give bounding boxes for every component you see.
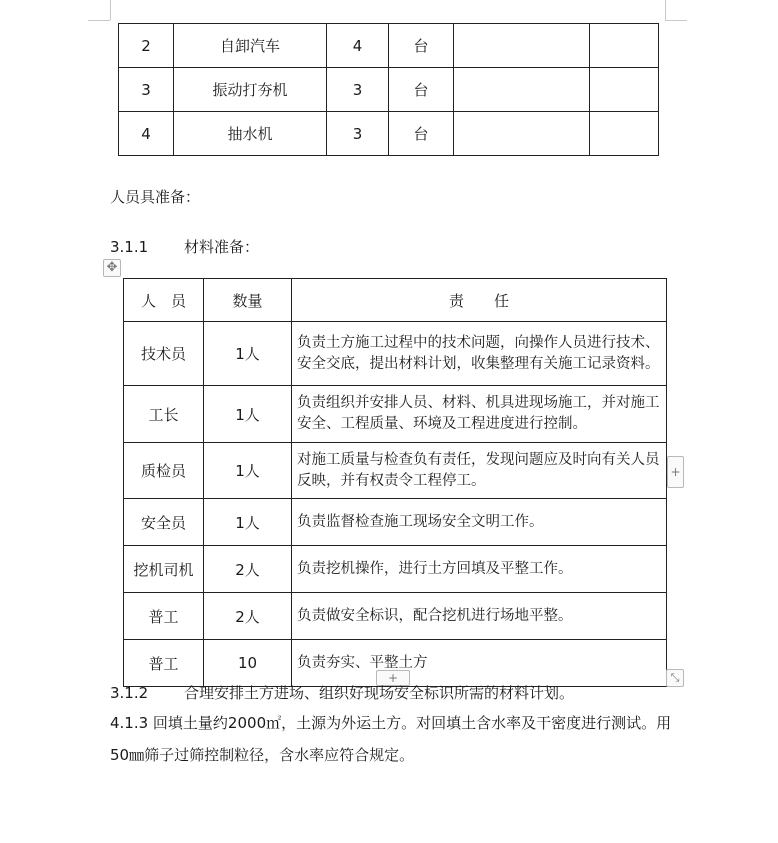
header-duty: 责 任 — [292, 279, 667, 322]
header-count: 数量 — [204, 279, 292, 322]
heading-materials — [110, 236, 259, 257]
staff-duty: 负责土方施工过程中的技术问题，向操作人员进行技术、安全交底，提出材料计划，收集整理有关施工记录资料。 — [292, 322, 667, 386]
staff-count: 1人 — [204, 386, 292, 443]
staff-count: 10 — [204, 640, 292, 687]
table-row — [124, 443, 667, 499]
staff-role: 挖机司机 — [124, 546, 204, 593]
paragraph-text: 合理安排土方进场、组织好现场安全标识所需的材料计划。 — [184, 684, 575, 702]
equip-cell-empty — [590, 68, 659, 112]
equip-no: 2 — [119, 24, 174, 68]
staff-role: 安全员 — [124, 499, 204, 546]
section-number: 3.1.1 — [110, 238, 149, 256]
equip-cell-empty — [454, 68, 590, 112]
page-corner-mark-right — [665, 0, 666, 20]
table-row — [119, 112, 659, 156]
staff-count: 2人 — [204, 593, 292, 640]
table-row — [119, 68, 659, 112]
staff-role: 普工 — [124, 640, 204, 687]
staff-duty: 负责做安全标识，配合挖机进行场地平整。 — [292, 593, 667, 640]
equip-unit: 台 — [389, 68, 454, 112]
page-corner-mark-left-h — [88, 20, 110, 21]
staff-role: 质检员 — [124, 443, 204, 499]
table-header-row — [124, 279, 667, 322]
header-role: 人 员 — [124, 279, 204, 322]
equip-cell-empty — [590, 24, 659, 68]
equip-name: 振动打夯机 — [174, 68, 327, 112]
staff-duty: 负责夯实、平整土方 — [292, 640, 667, 687]
staff-count: 2人 — [204, 546, 292, 593]
add-column-button[interactable]: + — [667, 456, 684, 488]
equipment-table — [118, 23, 659, 156]
equip-name: 抽水机 — [174, 112, 327, 156]
staff-duty: 负责挖机操作，进行土方回填及平整工作。 — [292, 546, 667, 593]
equip-cell-empty — [454, 24, 590, 68]
equip-no: 3 — [119, 68, 174, 112]
section-number: 3.1.2 — [110, 684, 149, 702]
equip-unit: 台 — [389, 112, 454, 156]
staff-duty: 对施工质量与检查负有责任，发现问题应及时向有关人员反映，并有权责令工程停工。 — [292, 443, 667, 499]
staff-role: 普工 — [124, 593, 204, 640]
staff-count: 1人 — [204, 443, 292, 499]
staff-duty: 负责组织并安排人员、材料、机具进现场施工，并对施工安全、工程质量、环境及工程进度进行控制。 — [292, 386, 667, 443]
equip-qty: 3 — [327, 68, 389, 112]
heading-personnel: 人员具准备： — [110, 188, 201, 206]
table-row — [124, 322, 667, 386]
section-title: 材料准备： — [184, 238, 260, 256]
staff-count: 1人 — [204, 499, 292, 546]
equip-qty: 3 — [327, 112, 389, 156]
equip-no: 4 — [119, 112, 174, 156]
equip-cell-empty — [590, 112, 659, 156]
table-move-handle[interactable]: ✥ — [103, 259, 121, 277]
equip-qty: 4 — [327, 24, 389, 68]
staff-table — [123, 278, 667, 687]
table-row — [124, 386, 667, 443]
paragraph-3-1-2 — [110, 682, 574, 703]
table-row — [124, 546, 667, 593]
equip-name: 自卸汽车 — [174, 24, 327, 68]
table-resize-handle[interactable]: ⤡ — [666, 669, 684, 687]
paragraph-4-1-3-line1: 4.1.3 回填土量约2000㎡，土源为外运土方。对回填土含水率及干密度进行测试。用 — [110, 714, 672, 732]
page-corner-mark-left — [110, 0, 111, 20]
add-row-button[interactable]: + — [376, 670, 410, 686]
staff-duty: 负责监督检查施工现场安全文明工作。 — [292, 499, 667, 546]
staff-count: 1人 — [204, 322, 292, 386]
table-row — [124, 593, 667, 640]
table-row — [124, 499, 667, 546]
staff-role: 工长 — [124, 386, 204, 443]
paragraph-4-1-3-line2: 50㎜筛子过筛控制粒径，含水率应符合规定。 — [110, 746, 415, 764]
table-row — [119, 24, 659, 68]
staff-role: 技术员 — [124, 322, 204, 386]
equip-cell-empty — [454, 112, 590, 156]
equip-unit: 台 — [389, 24, 454, 68]
page-corner-mark-right-h — [665, 20, 687, 21]
